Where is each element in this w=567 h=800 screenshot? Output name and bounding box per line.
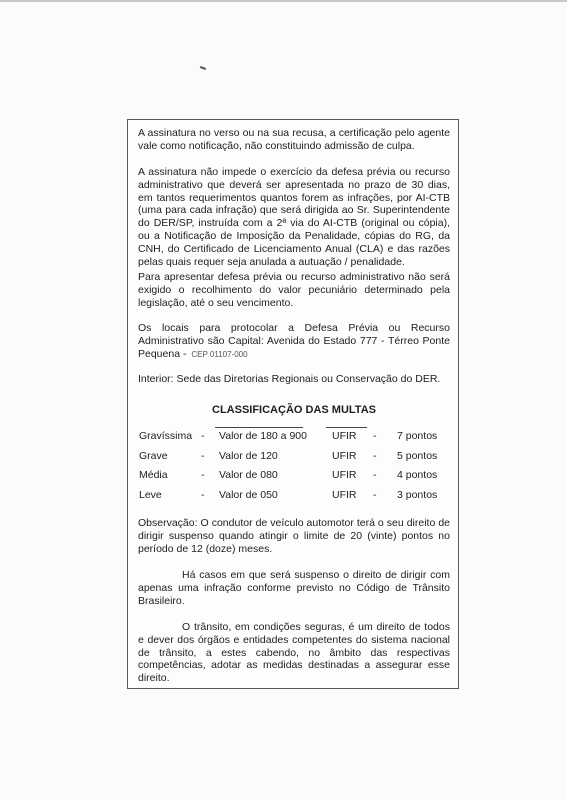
paragraph-observation: Observação: O condutor de veículo automotor terá o seu direito de dirigir suspenso quando atingir o limite de 20 (vinte) pontos no período de 12 (doze) meses.: [138, 517, 450, 555]
fine-value: Valor de 120: [219, 450, 278, 462]
fine-dash: -: [201, 489, 205, 501]
fine-dash: -: [373, 489, 377, 501]
fine-dash: -: [373, 469, 377, 481]
fine-value: Valor de 180 a 900: [219, 430, 307, 442]
table-row: [0, 450, 567, 464]
fine-dash: -: [373, 430, 377, 442]
fine-unit: UFIR: [332, 489, 357, 501]
paragraph-locations: [138, 322, 450, 361]
fine-category: Grave: [139, 450, 168, 462]
fine-dash: -: [201, 430, 205, 442]
scan-mark: [200, 66, 206, 70]
table-title: CLASSIFICAÇÃO DAS MULTAS: [212, 404, 376, 416]
paragraph-suspension: Há casos em que será suspenso o direito de dirigir com apenas uma infração conforme previsto no Código de Trânsito Brasileiro.: [138, 569, 450, 607]
table-row: [0, 489, 567, 503]
fine-unit: UFIR: [332, 450, 357, 462]
fine-points: 5 pontos: [397, 450, 438, 462]
fine-dash: -: [373, 450, 377, 462]
fine-points: 3 pontos: [397, 489, 438, 501]
fine-value: Valor de 050: [219, 489, 278, 501]
fine-category: Leve: [139, 489, 162, 501]
table-row: [0, 430, 567, 444]
paragraph-interior: Interior: Sede das Diretorias Regionais ou Conservação do DER.: [138, 373, 441, 385]
title-underline: [215, 427, 303, 428]
paragraph-traffic: O trânsito, em condições seguras, é um direito de todos e dever dos órgãos e entidades competentes do sistema nacional de trânsito, a estes cabendo, no âmbito das respectivas competências, adotar as medidas destinadas a assegurar esse direito.: [138, 621, 450, 685]
scan-edge-line: [0, 0, 567, 2]
fine-value: Valor de 080: [219, 469, 278, 481]
fine-points: 7 pontos: [397, 430, 438, 442]
paragraph-payment: Para apresentar defesa prévia ou recurso administrativo não será exigido o recolhimento do valor pecuniário determinado pela legislação, até o seu vencimento.: [138, 271, 450, 309]
fine-category: Média: [139, 469, 168, 481]
fine-unit: UFIR: [332, 430, 357, 442]
cep-stamp: CEP 01107-000: [191, 349, 248, 359]
title-underline-2: [326, 427, 367, 428]
fine-unit: UFIR: [332, 469, 357, 481]
fine-category: Gravíssima: [139, 430, 193, 442]
fine-dash: -: [201, 450, 205, 462]
paragraph-defense: A assinatura não impede o exercício da defesa prévia ou recurso administrativo que deverá ser apresentada no prazo de 30 dias, em tantos requerimentos quantos forem as infrações, por AI-CTB (uma para cada infração) que será dirigida ao Sr. Superintendente do DER/SP, instruída com a 2ª via do AI-CTB (original ou cópia), ou a Notificação de Imposição da Penalidade, cópias do RG, da CNH, do Certificado de Licenciamento Anual (CLA) e das razões pelas quais requer seja anulada a autuação / penalidade.: [138, 166, 450, 268]
locations-text: Os locais para protocolar a Defesa Prévia ou Recurso Administrativo são Capital: Avenida do Estado 777 - Térreo Ponte Pequena -: [138, 322, 450, 360]
table-row: [0, 469, 567, 483]
fine-dash: -: [201, 469, 205, 481]
fine-points: 4 pontos: [397, 469, 438, 481]
paragraph-signature: A assinatura no verso ou na sua recusa, a certificação pelo agente vale como notificação, não constituindo admissão de culpa.: [138, 127, 450, 152]
